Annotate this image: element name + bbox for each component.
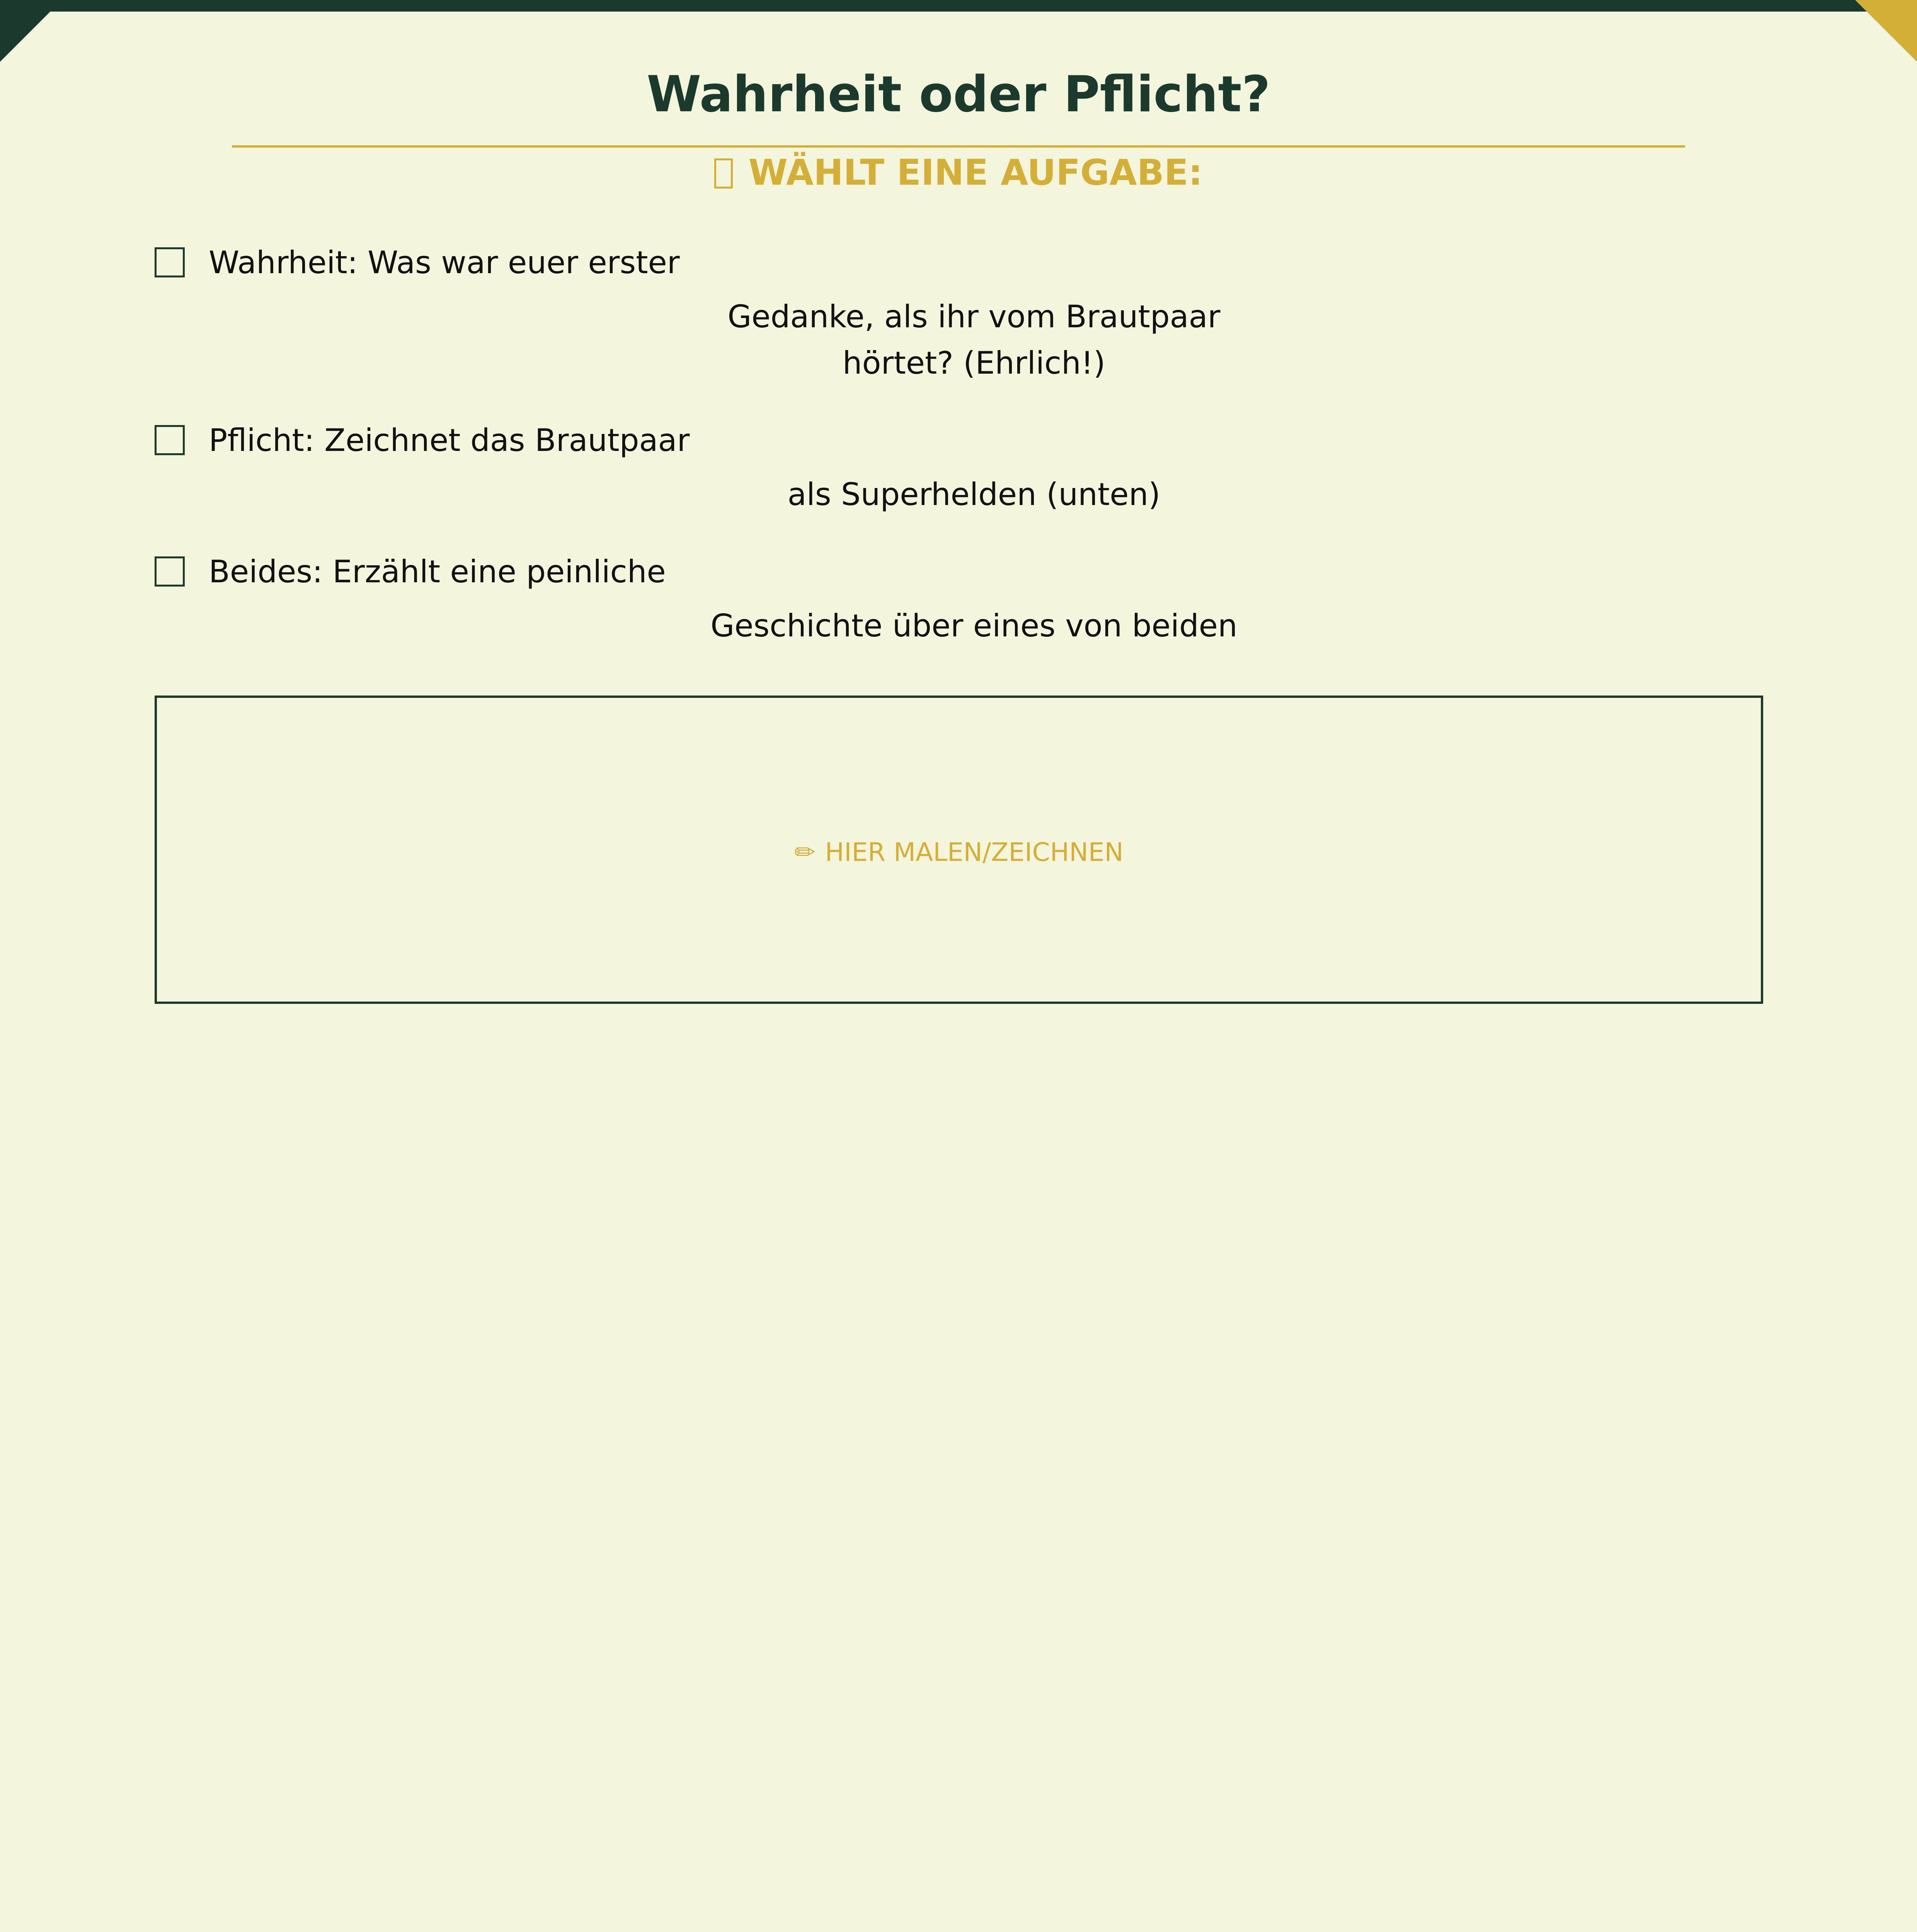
task-text-line: Pflicht: Zeichnet das Brautpaar <box>209 422 690 458</box>
pencil-icon: ✏ <box>794 837 816 867</box>
task-checkbox-dare[interactable] <box>155 425 185 455</box>
task-text-line: Gedanke, als ihr vom Brautpaar <box>727 299 1221 335</box>
task-text-line: hörtet? (Ehrlich!) <box>842 345 1106 381</box>
task-checkbox-both[interactable] <box>155 556 185 587</box>
drawing-area[interactable] <box>155 696 1763 1004</box>
task-text-line: als Superhelden (unten) <box>787 476 1161 512</box>
page-title: Wahrheit oder Pflicht? <box>647 66 1270 123</box>
task-text-line: Geschichte über eines von beiden <box>710 608 1238 644</box>
task-text-line: Wahrheit: Was war euer erster <box>209 245 680 281</box>
section-heading-text: WÄHLT EINE AUFGABE: <box>748 152 1203 193</box>
corner-ornament-top-right <box>1855 0 1917 62</box>
drawing-area-label-text: HIER MALEN/ZEICHNEN <box>825 837 1124 867</box>
task-checkbox-truth[interactable] <box>155 247 185 277</box>
box-icon <box>714 158 733 189</box>
task-text-line: Beides: Erzählt eine peinliche <box>209 554 666 590</box>
drawing-area-label <box>157 833 1761 872</box>
section-heading <box>0 148 1917 198</box>
top-border-bar <box>0 0 1917 12</box>
corner-ornament-top-left <box>0 0 62 62</box>
